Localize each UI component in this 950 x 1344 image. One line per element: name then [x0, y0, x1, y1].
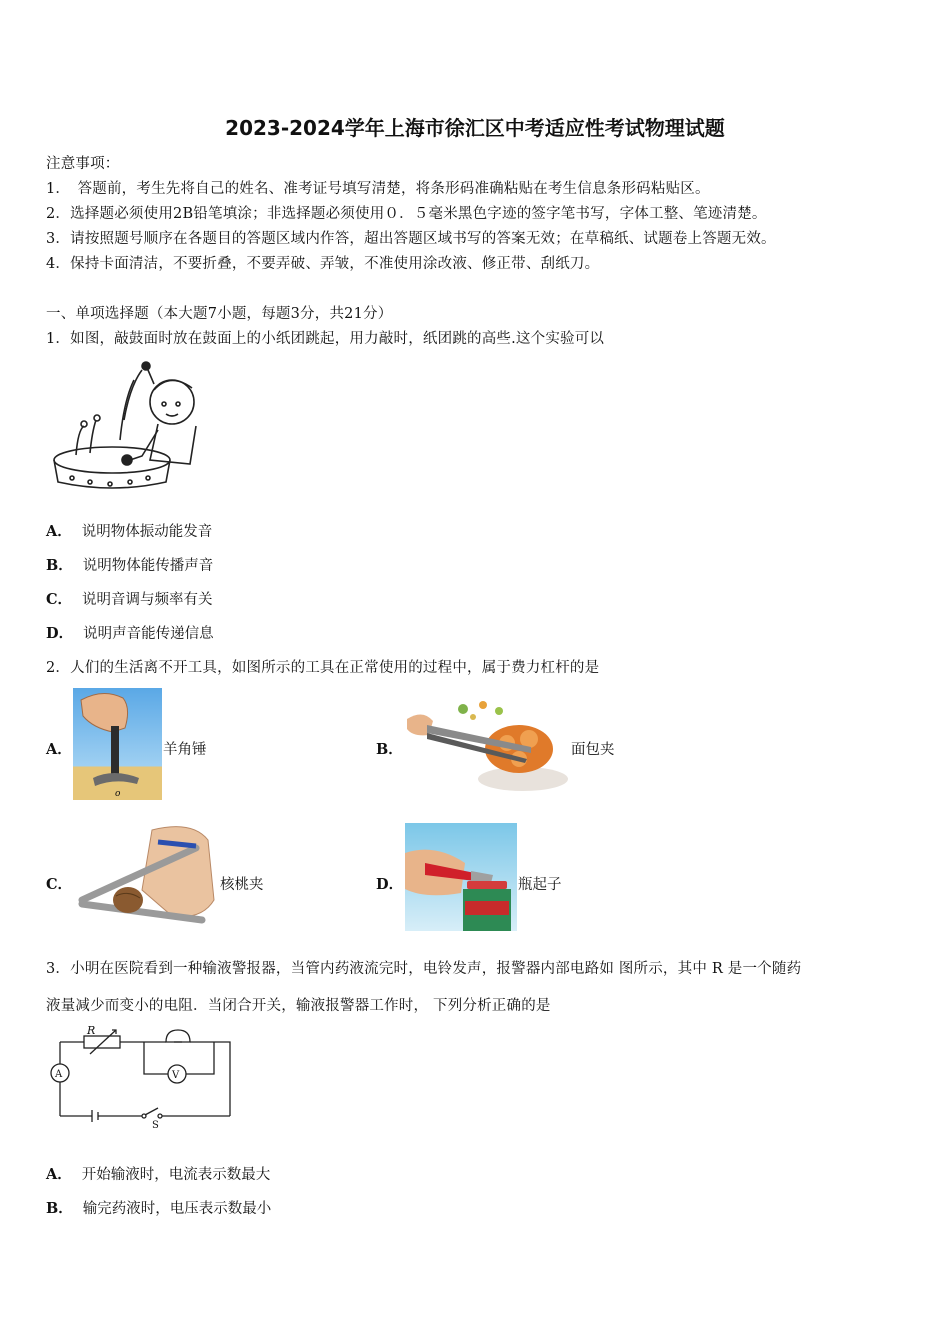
q2-option-b-letter[interactable]: B．	[376, 741, 403, 758]
q1-option-d[interactable]: D． 说明声音能传递信息	[46, 625, 214, 642]
q3-option-b[interactable]: B． 输完药液时，电压表示数最小	[46, 1200, 272, 1217]
q1-option-a[interactable]: A． 说明物体振动能发音	[46, 523, 213, 540]
page-title: 2023-2024学年上海市徐汇区中考适应性考试物理试题	[225, 116, 725, 140]
q1-option-c[interactable]: C． 说明音调与频率有关	[46, 591, 213, 608]
question-3-stem-line1: 3．小明在医院看到一种输液警报器，当管内药液流完时，电铃发声，报警器内部电路如 图所示，其中 R 是一个随药	[46, 961, 802, 977]
question-3-stem-line2: 液量减少而变小的电阻．当闭合开关，输液报警器工作时， 下列分析正确的是	[46, 998, 551, 1014]
q2-option-d-letter[interactable]: D．	[376, 876, 404, 893]
notice-item: 1． 答题前，考生先将自己的姓名、准考证号填写清楚，将条形码准确粘贴在考生信息条形码粘贴区。	[46, 181, 710, 197]
q2-option-a-letter[interactable]: A．	[46, 741, 72, 758]
drum-illustration	[50, 360, 205, 495]
section-heading: 一、单项选择题（本大题7小题，每题3分，共21分）	[46, 306, 393, 322]
bell-symbol	[166, 1030, 190, 1042]
nutcracker-image	[72, 820, 220, 930]
circuit-diagram	[46, 1022, 241, 1132]
q2-option-d-label: 瓶起子	[518, 877, 562, 893]
question-1-stem: 1．如图，敲鼓面时放在鼓面上的小纸团跳起，用力敲时，纸团跳的高些.这个实验可以	[46, 331, 605, 347]
q2-option-c-letter[interactable]: C．	[46, 876, 73, 893]
q2-option-c-label: 核桃夹	[220, 877, 264, 893]
question-2-stem: 2．人们的生活离不开工具，如图所示的工具在正常使用的过程中，属于费力杠杆的是	[46, 660, 600, 676]
resistor-label: R	[87, 1024, 96, 1037]
pivot-label: o	[115, 789, 121, 799]
notice-item: 2．选择题必须使用2B铅笔填涂；非选择题必须使用０．５毫米黑色字迹的签字笔书写，字体工整、笔迹清楚。	[46, 206, 767, 222]
q2-option-b-label: 面包夹	[571, 742, 615, 758]
q2-option-a-label: 羊角锤	[163, 742, 207, 758]
resistor-symbol	[84, 1036, 120, 1048]
notice-item: 4．保持卡面清洁，不要折叠，不要弄破、弄皱，不准使用涂改液、修正带、刮纸刀。	[46, 256, 600, 272]
notice-heading: 注意事项：	[46, 156, 120, 172]
bottle-opener-image	[405, 823, 517, 931]
switch-label: S	[152, 1120, 159, 1131]
q3-option-a[interactable]: A． 开始输液时，电流表示数最大	[46, 1166, 271, 1183]
q1-option-b[interactable]: B． 说明物体能传播声音	[46, 557, 214, 574]
voltmeter-label: V	[172, 1070, 180, 1081]
claw-hammer-image	[73, 688, 162, 800]
bread-tongs-image	[403, 699, 570, 798]
ammeter-label: A	[55, 1069, 63, 1080]
notice-item: 3．请按照题号顺序在各题目的答题区域内作答，超出答题区域书写的答案无效；在草稿纸、试题卷上答题无效。	[46, 231, 776, 247]
